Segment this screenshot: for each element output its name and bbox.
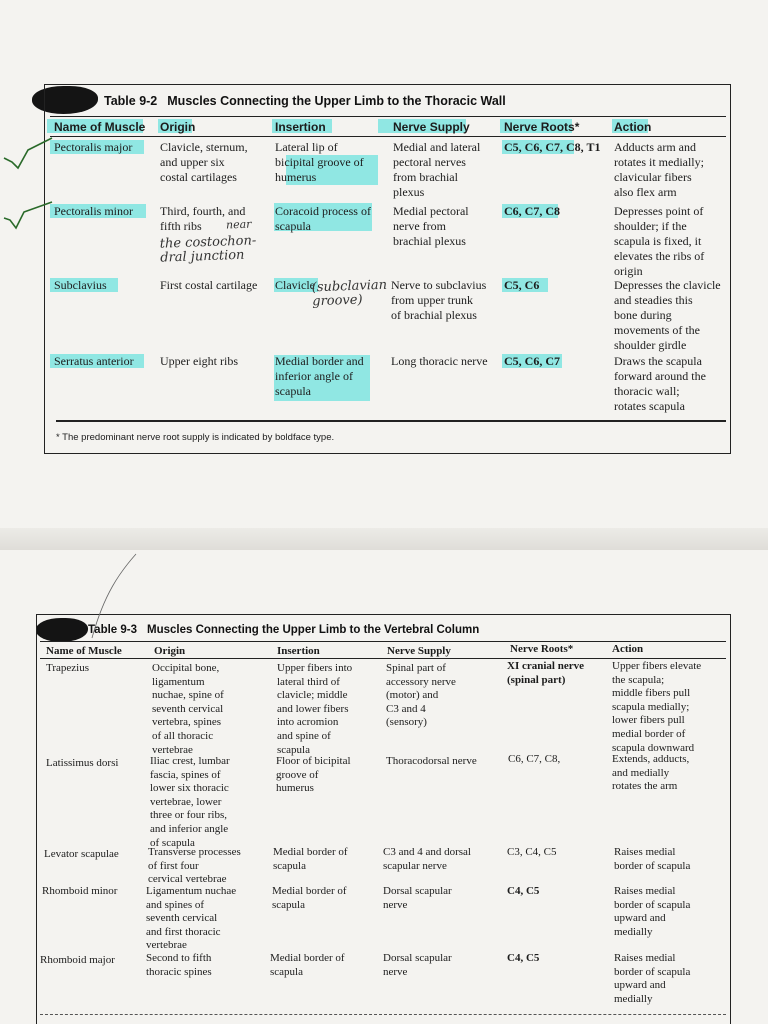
muscle-nerve-supply: Medial and lateral pectoral nerves from brachial plexus	[393, 140, 481, 199]
header-nerve-roots: Nerve Roots*	[504, 120, 580, 134]
muscle-origin: First costal cartilage	[160, 278, 258, 292]
pencil-stroke-icon	[70, 552, 140, 642]
muscle-name: Pectoralis minor	[54, 204, 133, 218]
header-action: Action	[612, 643, 644, 655]
muscle-nerve-roots: C6, C7, C8	[504, 204, 560, 218]
muscle-action: Adducts arm and rotates it medially; clavicular fibers also flex arm	[614, 140, 704, 199]
header-nerve-supply: Nerve Supply	[393, 120, 470, 134]
table-caption	[88, 624, 479, 636]
handwritten-note: the costochon- dral junction	[159, 233, 257, 266]
muscle-insertion: Medial border and inferior angle of scapula	[275, 354, 364, 398]
rule	[40, 641, 726, 642]
muscle-nerve-roots: XI cranial nerve (spinal part)	[507, 660, 584, 686]
rule	[50, 136, 726, 137]
muscle-origin: Transverse processes of first four cervical vertebrae	[148, 846, 241, 886]
table-title: Muscles Connecting the Upper Limb to the Thoracic Wall	[167, 94, 506, 108]
muscle-origin: Third, fourth, and fifth ribs	[160, 204, 246, 233]
muscle-action: Depresses point of shoulder; if the scapula is fixed, it elevates the ribs of origin	[614, 204, 705, 278]
muscle-nerve-supply: Dorsal scapular nerve	[383, 952, 452, 978]
muscle-origin: Clavicle, sternum, and upper six costal cartilages	[160, 140, 248, 184]
frame-right	[730, 84, 731, 454]
muscle-action: Extends, adducts, and medially rotates the arm	[612, 753, 690, 793]
ink-blot	[32, 86, 98, 114]
muscle-nerve-roots: C6, C7, C8,	[508, 753, 561, 765]
checkmark-icon	[2, 132, 54, 172]
muscle-insertion: Floor of bicipital groove of humerus	[276, 755, 351, 795]
muscle-nerve-supply: Thoracodorsal nerve	[386, 755, 477, 767]
muscle-name: Latissimus dorsi	[46, 757, 119, 769]
handwritten-note: (subclavian groove)	[311, 277, 388, 310]
header-insertion: Insertion	[277, 645, 320, 657]
table-caption	[104, 94, 506, 108]
muscle-origin: Iliac crest, lumbar fascia, spines of lower six thoracic vertebrae, lower three or four ribs, and inferior angle of scapula	[150, 755, 230, 849]
muscle-action: Draws the scapula forward around the thoracic wall; rotates scapula	[614, 354, 706, 413]
frame-left	[36, 614, 37, 1024]
muscle-nerve-roots: C3, C4, C5	[507, 846, 557, 858]
muscle-name: Pectoralis major	[54, 140, 133, 154]
muscle-insertion: Medial border of scapula	[270, 952, 345, 978]
header-insertion: Insertion	[275, 120, 326, 134]
muscle-origin: Second to fifth thoracic spines	[146, 952, 212, 978]
header-origin: Origin	[160, 120, 196, 134]
muscle-name: Rhomboid minor	[42, 885, 118, 897]
rule	[40, 658, 726, 659]
muscle-nerve-supply: Medial pectoral nerve from brachial plexus	[393, 204, 469, 248]
muscle-nerve-supply: Long thoracic nerve	[391, 354, 488, 368]
muscle-insertion: Coracoid process of scapula	[275, 204, 371, 233]
header-nerve-roots: Nerve Roots*	[510, 643, 574, 655]
muscle-insertion: Clavicle	[275, 278, 315, 292]
muscle-name: Levator scapulae	[44, 848, 119, 860]
table-number: Table 9-3	[88, 624, 137, 636]
rule	[40, 1014, 726, 1015]
muscle-nerve-roots: C5, C6	[504, 278, 540, 292]
header-action: Action	[614, 120, 652, 134]
muscle-action: Raises medial border of scapula upward and medially	[614, 885, 691, 938]
frame-top	[36, 614, 730, 615]
muscle-origin: Upper eight ribs	[160, 354, 238, 368]
muscle-name: Serratus anterior	[54, 354, 134, 368]
frame-right	[730, 614, 731, 1024]
table-number: Table 9-2	[104, 94, 158, 108]
header-origin: Origin	[154, 645, 186, 657]
header-name: Name of Muscle	[46, 645, 122, 657]
page-separator	[0, 528, 768, 550]
muscle-name: Subclavius	[54, 278, 107, 292]
muscle-nerve-roots: C4, C5	[507, 885, 540, 897]
muscle-insertion: Medial border of scapula	[273, 846, 348, 872]
frame-top	[44, 84, 730, 85]
muscle-name: Rhomboid major	[40, 954, 115, 966]
muscle-origin: Ligamentum nuchae and spines of seventh cervical and first thoracic vertebrae	[146, 885, 237, 952]
muscle-insertion: Medial border of scapula	[272, 885, 347, 911]
muscle-name: Trapezius	[46, 662, 89, 674]
checkmark-icon	[2, 196, 54, 232]
muscle-action: Depresses the clavicle and steadies this bone during movements of the shoulder girdle	[614, 278, 721, 352]
muscle-action: Upper fibers elevate the scapula; middle fibers pull scapula medially; lower fibers pull medial border of scapula downward	[612, 660, 702, 754]
muscle-nerve-roots: C5, C6, C7, C8, T1	[504, 140, 601, 154]
muscle-insertion: Upper fibers into lateral third of clavicle; middle and lower fibers into acromion and spine of scapula	[277, 662, 353, 756]
muscle-nerve-roots: C5, C6, C7	[504, 354, 560, 368]
muscle-action: Raises medial border of scapula upward and medially	[614, 952, 691, 1005]
muscle-action: Raises medial border of scapula	[614, 846, 691, 872]
muscle-insertion: Lateral lip of bicipital groove of humerus	[275, 140, 364, 184]
frame-bottom	[44, 453, 730, 454]
muscle-nerve-supply: Nerve to subclavius from upper trunk of brachial plexus	[391, 278, 487, 322]
muscle-nerve-supply: Dorsal scapular nerve	[383, 885, 452, 911]
muscle-origin: Occipital bone, ligamentum nuchae, spine of seventh cervical vertebra, spines of all thoracic vertebrae	[152, 662, 224, 756]
table-footnote: * The predominant nerve root supply is indicated by boldface type.	[56, 432, 335, 443]
rule	[56, 420, 726, 422]
header-name: Name of Muscle	[54, 120, 146, 134]
handwritten-note: near	[225, 217, 252, 232]
muscle-nerve-supply: Spinal part of accessory nerve (motor) and C3 and 4 (sensory)	[386, 662, 456, 729]
muscle-nerve-supply: C3 and 4 and dorsal scapular nerve	[383, 846, 471, 872]
table-title: Muscles Connecting the Upper Limb to the Vertebral Column	[147, 624, 480, 636]
muscle-nerve-roots: C4, C5	[507, 952, 540, 964]
rule	[50, 116, 726, 117]
header-nerve-supply: Nerve Supply	[387, 645, 451, 657]
